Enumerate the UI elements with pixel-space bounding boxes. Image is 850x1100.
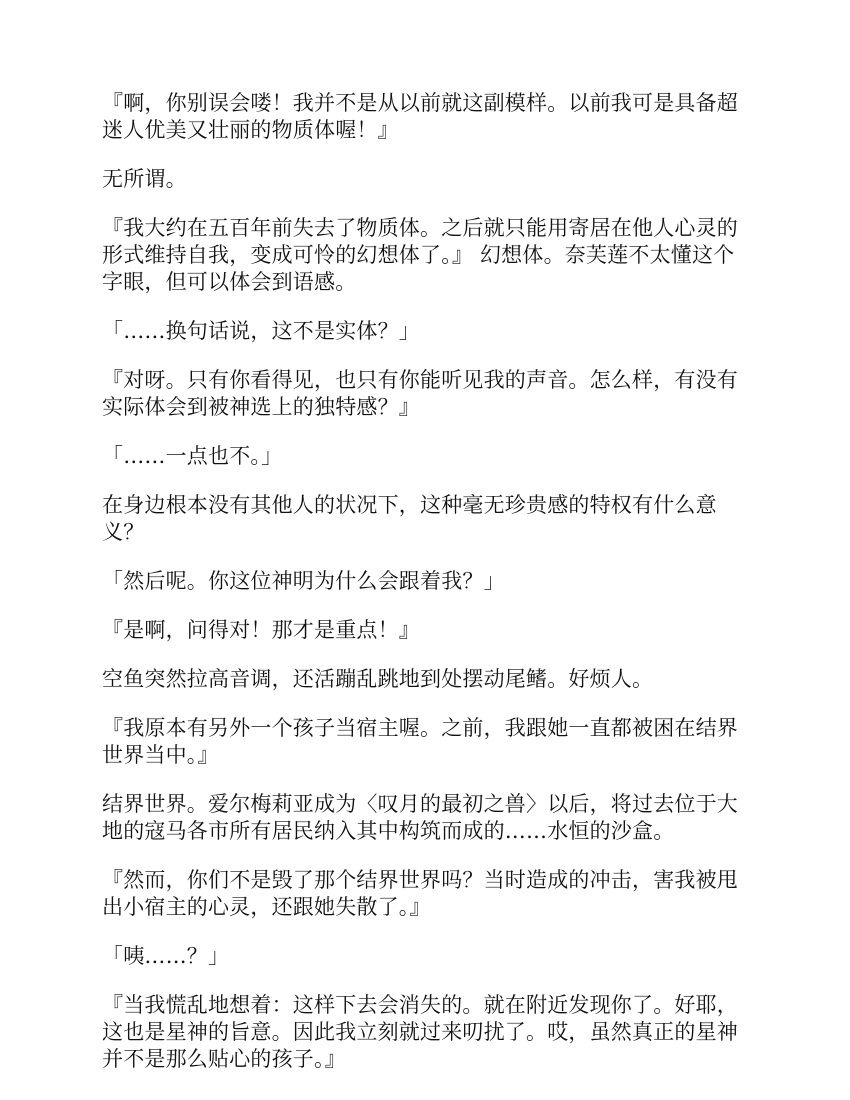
paragraph: 「……换句话说，这不是实体？」 (102, 319, 420, 343)
paragraph: 『我大约在五百年前失去了物质体。之后就只能用寄居在他人心灵的形式维持自我，变成可怜的幻想体了。』 幻想体。奈芙莲不太懂这个字眼，但可以体会到语感。 (102, 216, 738, 294)
paragraph: 在身边根本没有其他人的状况下，这种毫无珍贵感的特权有什么意义？ (102, 493, 717, 544)
paragraph: 『当我慌乱地想着：这样下去会消失的。就在附近发现你了。好耶，这也是星神的旨意。因此我立刻就过来叨扰了。哎，虽然真正的星神并不是那么贴心的孩子。』 (102, 993, 738, 1071)
paragraph: 「然后呢。你这位神明为什么会跟着我？」 (102, 569, 505, 593)
paragraph: 『然而，你们不是毁了那个结界世界吗？当时造成的冲击，害我被甩出小宿主的心灵，还跟她失散了。』 (102, 868, 738, 919)
paragraph: 「咦……？」 (102, 944, 230, 968)
paragraph: 空鱼突然拉高音调，还活蹦乱跳地到处摆动尾鳍。好烦人。 (102, 667, 654, 691)
document-body (102, 90, 752, 1095)
paragraph: 「……一点也不。」 (102, 444, 283, 468)
paragraph: 『我原本有另外一个孩子当宿主喔。之前，我跟她一直都被困在结界世界当中。』 (102, 716, 738, 767)
paragraph: 无所谓。 (102, 167, 187, 191)
paragraph: 『对呀。只有你看得见，也只有你能听见我的声音。怎么样，有没有实际体会到被神选上的独特感？』 (102, 368, 738, 419)
paragraph: 『是啊，问得对！那才是重点！』 (102, 618, 420, 642)
paragraph: 『啊，你别误会喽！我并不是从以前就这副模样。以前我可是具备超迷人优美又壮丽的物质体喔！』 (102, 91, 738, 142)
paragraph: 结界世界。爱尔梅莉亚成为〈叹月的最初之兽〉以后，将过去位于大地的寇马各市所有居民纳入其中构筑而成的……水恒的沙盒。 (102, 792, 738, 843)
